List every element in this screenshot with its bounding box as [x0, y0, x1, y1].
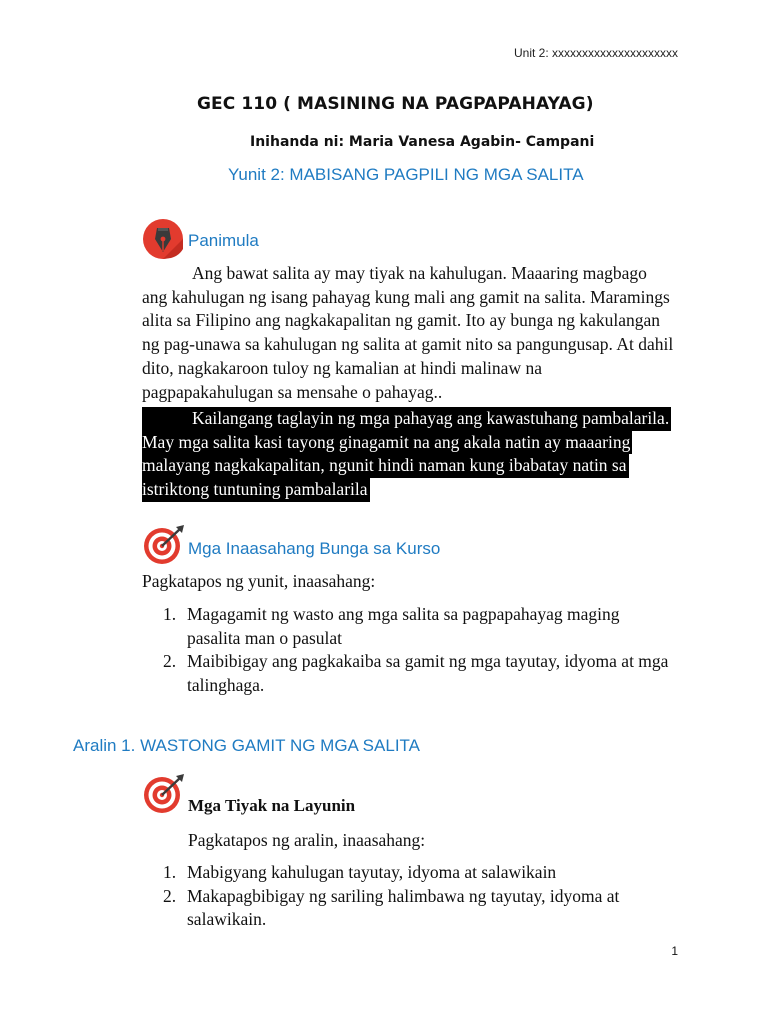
panimula-line: pagpapakahulugan sa mensahe o pahayag.. — [142, 381, 443, 402]
inaasahan-heading: Mga Inaasahang Bunga sa Kurso — [188, 539, 441, 558]
list-item — [163, 603, 683, 650]
list-line: Magagamit ng wasto ang mga salita sa pagpapahayag maging — [187, 604, 620, 624]
page-number: 1 — [671, 944, 678, 958]
panimula-line: ang kahulugan ng isang pahayag kung mali ang gamit na salita. Maramings — [142, 286, 670, 307]
aralin-list — [163, 861, 683, 932]
target-icon — [143, 525, 186, 565]
inaasahan-list — [163, 603, 683, 698]
list-line: Mabigyang kahulugan tayutay, idyoma at salawikain — [187, 862, 557, 882]
panimula-line: ng pag-unawa sa kahulugan ng salita at gamit nito sa pangungusap. At dahil — [142, 334, 674, 355]
header-unit-label: Unit 2: xxxxxxxxxxxxxxxxxxxxx — [513, 46, 678, 60]
highlighted-line: malayang nagkakapalitan, ngunit hindi naman kung ibabatay natin sa — [142, 454, 629, 478]
list-line: Maibibigay ang pagkakaiba sa gamit ng mga tayutay, idyoma at mga — [187, 651, 669, 672]
panimula-paragraph — [142, 262, 682, 404]
list-number: 1. — [163, 604, 177, 624]
list-item — [163, 885, 683, 932]
pen-nib-icon — [143, 219, 183, 259]
list-item — [163, 650, 683, 697]
list-line: salawikain. — [187, 909, 267, 930]
list-number: 2. — [163, 885, 177, 906]
document-author: Inihanda ni: Maria Vanesa Agabin- Campani — [250, 134, 595, 150]
inaasahan-intro: Pagkatapos ng yunit, inaasahang: — [142, 571, 376, 591]
panimula-heading: Panimula — [188, 231, 259, 250]
unit-heading: Yunit 2: MABISANG PAGPILI NG MGA SALITA — [228, 165, 584, 184]
list-line: Makapagbibigay ng sariling halimbawa ng tayutay, idyoma at — [187, 885, 620, 906]
panimula-line: alita sa Filipino ang nagkakapalitan ng gamit. Ito ay bunga ng kakulangan — [142, 310, 661, 331]
list-line: talinghaga. — [187, 675, 265, 696]
list-line: pasalita man o pasulat — [187, 627, 343, 648]
document-title: GEC 110 ( MASINING NA PAGPAPAHAYAG) — [197, 94, 594, 114]
panimula-line: dito, nagkakaroon tuloy ng kamalian at hindi malinaw na — [142, 357, 542, 378]
list-number: 1. — [163, 862, 177, 882]
list-item — [163, 861, 683, 885]
aralin-intro: Pagkatapos ng aralin, inaasahang: — [188, 830, 426, 850]
highlighted-paragraph — [142, 407, 671, 502]
aralin-subheading: Mga Tiyak na Layunin — [188, 796, 356, 815]
aralin-heading: Aralin 1. WASTONG GAMIT NG MGA SALITA — [73, 736, 420, 755]
highlighted-line: May mga salita kasi tayong ginagamit na ang akala natin ay maaaring — [142, 431, 632, 455]
highlighted-line: istriktong tuntuning pambalarila — [142, 478, 370, 502]
panimula-line: Ang bawat salita ay may tiyak na kahulugan. Maaaring magbago — [192, 263, 647, 283]
list-number: 2. — [163, 651, 177, 672]
target-icon — [143, 774, 186, 814]
highlighted-line: Kailangang taglayin ng mga pahayag ang kawastuhang pambalarila. — [142, 407, 671, 431]
